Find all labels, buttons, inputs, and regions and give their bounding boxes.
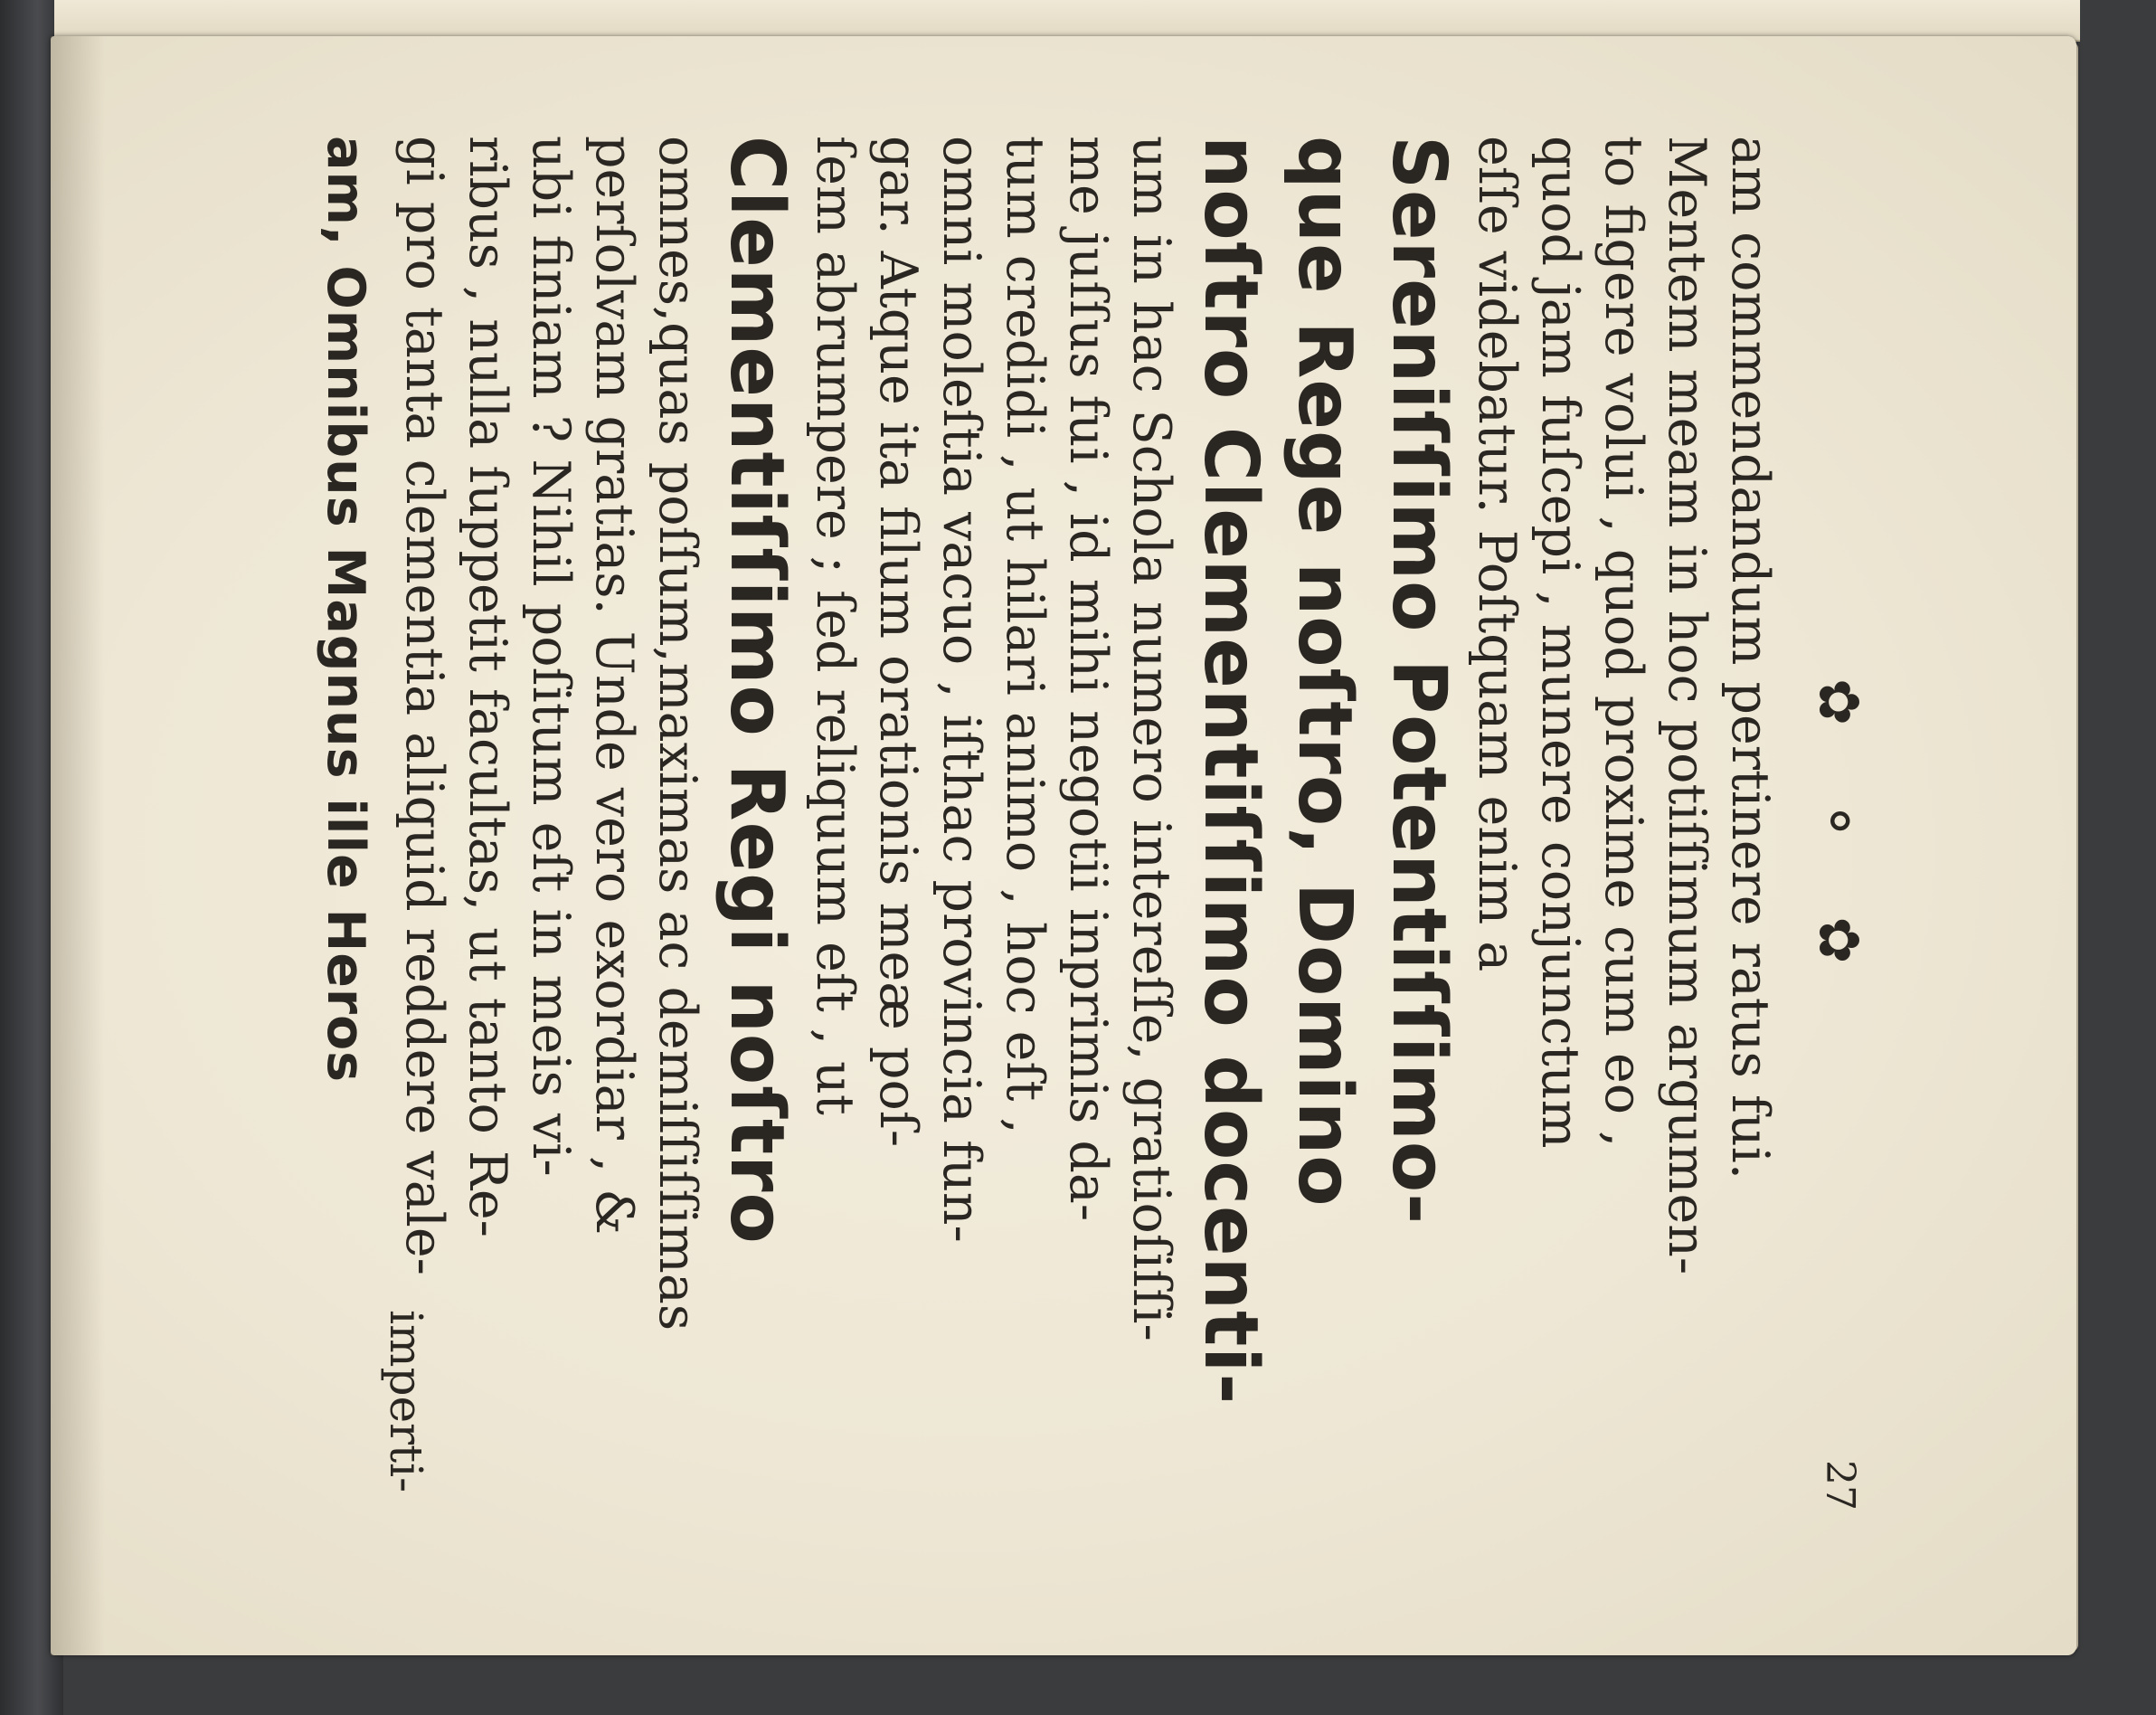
display-line: am, Omnibus Magnus ille Heros (316, 136, 375, 1084)
display-line: que Rege noſtro, Domino (1281, 136, 1367, 1208)
text-line: me juſſus fui , id mihi negotii inprimis da- (1058, 136, 1118, 1222)
text-line: to figere volui , quod proxime cum eo , (1593, 136, 1653, 1148)
text-line: Mentem meam in hoc potiſſimum argumen- (1657, 136, 1716, 1275)
display-line: noſtro Clementiſſimo docenti- (1187, 136, 1273, 1406)
text-line: gi pro tanta clementia aliquid reddere vale- (394, 136, 454, 1275)
catchword: imperti- (380, 1310, 432, 1492)
text-line: ubi finiam ? Nihil poſitum eſt in meis vi- (521, 136, 581, 1177)
display-line: Sereniſſimo Potentiſſimo- (1376, 136, 1461, 1226)
ornament-icon: ✿ ⚬ ✿ (1806, 678, 1872, 991)
text-line: ribus , nulla ſuppetit facultas, ut tanto Re- (458, 136, 517, 1237)
text-line: gar. Atque ita filum orationis meæ poſ- (868, 136, 928, 1148)
page-text-frame (316, 136, 1881, 1529)
page-text-block (316, 136, 1881, 1529)
text-line: ſem abrumpere ; ſed reliquum eſt , ut (805, 136, 865, 1115)
text-line: omnes,quas poſſum,maximas ac demiſſiſſimas (648, 136, 707, 1331)
text-line: um in hac Schola numero intereſſe, gratioſiſſi- (1121, 136, 1181, 1341)
text-line: quod jam fuſcepi , munere conjunctum (1530, 136, 1590, 1149)
text-line: eſſe videbatur. Poſtquam enim a (1467, 136, 1527, 972)
page-number: 27 (1817, 1460, 1863, 1511)
text-line: omni moleſtia vacuo , iſthac provincia fun- (931, 136, 991, 1243)
text-line: am commendandum pertinere ratus fui. (1720, 136, 1780, 1180)
text-line: tum credidi , ut hilari animo , hoc eſt , (995, 136, 1054, 1134)
gutter-shadow (51, 36, 105, 1655)
text-line: perſolvam gratias. Unde vero exordiar , & (584, 136, 644, 1235)
page-header (1782, 136, 1881, 1529)
display-line: Clementiſſimo Regi noſtro (714, 136, 799, 1245)
